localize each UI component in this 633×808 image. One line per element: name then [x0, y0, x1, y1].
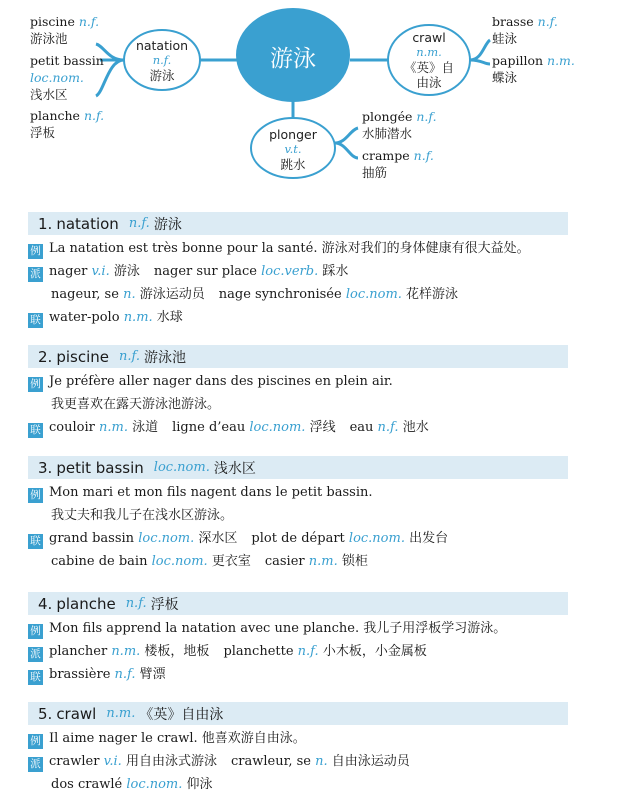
gram: loc.nom.	[345, 287, 402, 302]
zh: 深水区	[198, 531, 238, 546]
mind-map	[0, 0, 633, 200]
term: water-polo	[49, 310, 120, 325]
example-line	[28, 617, 568, 640]
term: brassière	[49, 667, 111, 682]
entry-gram: loc.nom.	[153, 460, 210, 475]
zh: 游泳	[113, 264, 140, 279]
derived-line	[28, 260, 568, 283]
word: brasse	[492, 14, 534, 29]
gram: loc.nom.	[249, 420, 306, 435]
crawl-node	[388, 30, 470, 90]
gram: n.f.	[297, 644, 319, 659]
gram: n.f.	[537, 14, 558, 29]
related-tag: 联	[28, 534, 43, 549]
zh: 蝶泳	[492, 70, 518, 85]
gram: n.m.	[547, 53, 575, 68]
center-word: 游泳	[270, 46, 316, 72]
zh: 蛙泳	[492, 31, 518, 46]
example-text: Mon mari et mon fils nagent dans le petit bassin.	[49, 485, 373, 500]
example-text: Je préfère aller nager dans des piscines en plein air.	[49, 374, 393, 389]
zh: 锁柜	[341, 554, 368, 569]
gram: n.	[123, 287, 136, 302]
gram: loc.verb.	[261, 264, 319, 279]
term: nager sur place	[153, 264, 257, 279]
map-word-plongee	[362, 108, 437, 142]
gram: loc.nom.	[348, 531, 405, 546]
gram: loc.nom.	[126, 777, 183, 792]
term: nageur, se	[51, 287, 119, 302]
entry-word: crawl	[56, 704, 97, 723]
zh: 用自由泳式游泳	[125, 754, 217, 769]
example-tag: 例	[28, 377, 43, 392]
word: plongée	[362, 109, 413, 124]
entry-gram: n.f.	[125, 596, 147, 611]
zh: 水球	[156, 310, 183, 325]
entry-zh: 《英》自由泳	[139, 706, 224, 723]
map-word-brasse	[492, 13, 558, 47]
zh: 浮线	[309, 420, 336, 435]
entry-petit-bassin	[28, 456, 568, 573]
zh: 小木板，小金属板	[322, 644, 427, 659]
crawl-word: crawl	[412, 30, 446, 45]
zh: 游泳运动员	[139, 287, 205, 302]
zh: 泳道	[132, 420, 159, 435]
map-word-petit-bassin	[30, 52, 104, 103]
related-tag: 联	[28, 423, 43, 438]
map-word-planche	[30, 107, 104, 141]
example-text: La natation est très bonne pour la santé. 游泳对我们的身体健康有很大益处。	[49, 241, 530, 256]
term: nager	[49, 264, 88, 279]
example-translation	[28, 504, 568, 527]
plonger-word: plonger	[269, 127, 317, 142]
example-translation	[28, 393, 568, 416]
zh: 自由泳运动员	[331, 754, 410, 769]
term: planchette	[223, 644, 294, 659]
plonger-node	[251, 127, 335, 172]
entry-crawl	[28, 702, 568, 796]
word: papillon	[492, 53, 544, 68]
example-text: Il aime nager le crawl. 他喜欢游自由泳。	[49, 731, 306, 746]
gram: n.f.	[416, 109, 437, 124]
zh: 仰泳	[186, 777, 213, 792]
crawl-zh2: 由泳	[416, 75, 442, 90]
entry-header	[28, 212, 568, 235]
term: crawler	[49, 754, 100, 769]
map-word-crampe	[362, 147, 434, 181]
example-tag: 例	[28, 488, 43, 503]
example-line	[28, 237, 568, 260]
gram: n.	[315, 754, 328, 769]
gram: n.m.	[123, 310, 153, 325]
zh: 浮板	[30, 125, 56, 140]
related-tag: 联	[28, 670, 43, 685]
gram: loc.nom.	[138, 531, 195, 546]
gram: n.f.	[114, 667, 136, 682]
word: piscine	[30, 14, 75, 29]
term: nage synchronisée	[218, 287, 342, 302]
zh: 花样游泳	[406, 287, 459, 302]
entry-gram: n.m.	[106, 706, 136, 721]
entry-word: piscine	[56, 347, 109, 366]
zh: 游泳池	[30, 31, 68, 46]
derived-line	[28, 283, 568, 306]
entry-number: 2.	[38, 347, 53, 366]
gram: loc.nom.	[30, 70, 84, 85]
related-line	[28, 306, 568, 329]
related-line	[28, 416, 568, 439]
plonger-gram: v.t.	[284, 142, 302, 156]
gram: n.m.	[111, 644, 141, 659]
word: petit bassin	[30, 53, 104, 68]
zh: 池水	[402, 420, 429, 435]
entry-zh: 游泳	[153, 216, 182, 233]
plonger-zh: 跳水	[280, 157, 306, 172]
term: ligne d’eau	[172, 420, 246, 435]
gram: n.f.	[83, 108, 105, 123]
entry-word: petit bassin	[56, 458, 144, 477]
example-line	[28, 727, 568, 750]
natation-word: natation	[135, 38, 189, 53]
related-line	[28, 527, 568, 550]
entry-natation	[28, 212, 568, 329]
term: plancher	[49, 644, 108, 659]
example-zh: 我丈夫和我儿子在浅水区游泳。	[51, 508, 234, 523]
entry-header	[28, 345, 568, 368]
term: plot de départ	[251, 531, 345, 546]
example-text: Mon fils apprend la natation avec une planche. 我儿子用浮板学习游泳。	[49, 621, 507, 636]
word: planche	[30, 108, 80, 123]
entry-piscine	[28, 345, 568, 439]
entry-header	[28, 592, 568, 615]
derived-line	[28, 773, 568, 796]
derived-line	[28, 750, 568, 773]
term: grand bassin	[49, 531, 135, 546]
term: dos crawlé	[51, 777, 123, 792]
derived-tag: 派	[28, 647, 43, 662]
zh: 踩水	[322, 264, 349, 279]
example-tag: 例	[28, 624, 43, 639]
entry-number: 4.	[38, 594, 53, 613]
entry-word: planche	[56, 594, 116, 613]
entry-word: natation	[56, 214, 119, 233]
example-tag: 例	[28, 244, 43, 259]
derived-tag: 派	[28, 267, 43, 282]
natation-node	[124, 38, 200, 83]
gram: n.m.	[308, 554, 338, 569]
natation-zh: 游泳	[149, 68, 175, 83]
entry-gram: n.f.	[118, 349, 140, 364]
example-line	[28, 481, 568, 504]
map-word-papillon	[492, 52, 575, 86]
entry-header	[28, 456, 568, 479]
crawl-zh1: 《英》自	[403, 60, 454, 75]
term: cabine de bain	[51, 554, 148, 569]
zh: 浅水区	[30, 87, 68, 102]
related-line	[28, 663, 568, 686]
related-tag: 联	[28, 313, 43, 328]
gram: loc.nom.	[151, 554, 208, 569]
gram: n.m.	[98, 420, 128, 435]
example-line	[28, 370, 568, 393]
entry-gram: n.f.	[128, 216, 150, 231]
zh: 臂漂	[139, 667, 166, 682]
derived-line	[28, 640, 568, 663]
zh: 抽筋	[362, 165, 388, 180]
zh: 楼板，地板	[144, 644, 210, 659]
entry-zh: 浅水区	[213, 460, 256, 477]
natation-gram: n.f.	[152, 53, 172, 67]
term: casier	[264, 554, 305, 569]
derived-tag: 派	[28, 757, 43, 772]
gram: v.i.	[103, 754, 122, 769]
entry-header	[28, 702, 568, 725]
example-tag: 例	[28, 734, 43, 749]
zh: 出发台	[409, 531, 449, 546]
entry-planche	[28, 592, 568, 686]
zh: 水肺潜水	[362, 126, 413, 141]
term: crawleur, se	[230, 754, 311, 769]
gram: v.i.	[91, 264, 110, 279]
related-line	[28, 550, 568, 573]
entry-number: 5.	[38, 704, 53, 723]
term: eau	[349, 420, 374, 435]
gram: n.f.	[377, 420, 399, 435]
gram: n.f.	[413, 148, 434, 163]
crawl-gram: n.m.	[416, 45, 442, 59]
term: couloir	[49, 420, 95, 435]
entry-zh: 浮板	[150, 596, 179, 613]
map-word-piscine	[30, 13, 99, 47]
entry-zh: 游泳池	[143, 349, 186, 366]
gram: n.f.	[78, 14, 100, 29]
entry-number: 1.	[38, 214, 53, 233]
zh: 更衣室	[211, 554, 251, 569]
word: crampe	[362, 148, 410, 163]
example-zh: 我更喜欢在露天游泳池游泳。	[51, 397, 221, 412]
entry-number: 3.	[38, 458, 53, 477]
